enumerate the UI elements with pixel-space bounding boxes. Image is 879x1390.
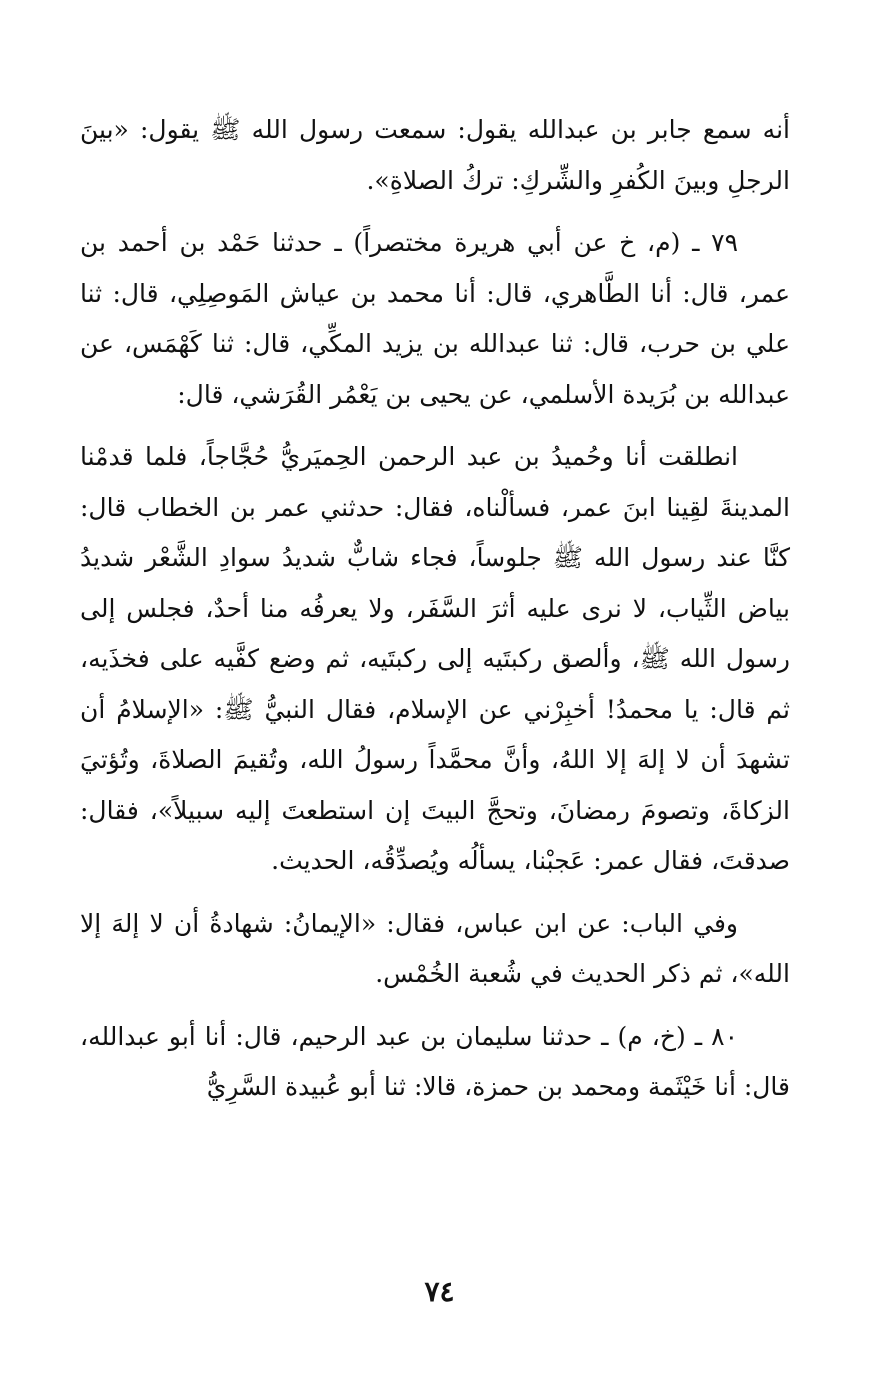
paragraph-bab: وفي الباب: عن ابن عباس، فقال: «الإيمانُ: شهادةُ أن لا إلهَ إلا الله»، ثم ذكر الحديث في شُعبة الخُمْس. (80, 908, 790, 988)
paragraph-continuation: أنه سمع جابر بن عبدالله يقول: سمعت رسول الله ﷺ يقول: «بينَ الرجلِ وبينَ الكُفرِ والشِّركِ: تركُ الصلاةِ». (80, 115, 790, 195)
body-text (80, 105, 790, 1113)
page-number: ٧٤ (424, 1275, 455, 1308)
paragraph-hadith-79: ٧٩ ـ (م، خ عن أبي هريرة مختصراً) ـ حدثنا حَمْد بن أحمد بن عمر، قال: أنا الطَّاهري، قال: أنا محمد بن عياش المَوصِلِي، قال: ثنا علي بن حرب، قال: ثنا عبدالله بن يزيد المكِّي، قال: ثنا كَهْمَس، عن عبدالله بن بُرَيدة الأسلمي، عن يحيى بن يَعْمُر القُرَشي، قال: (80, 228, 790, 409)
paragraph-hadith-80: ٨٠ ـ (خ، م) ـ حدثنا سليمان بن عبد الرحيم، قال: أنا أبو عبدالله، قال: أنا خَيْثَمة ومحمد بن حمزة، قالا: ثنا أبو عُبيدة السَّرِيُّ (80, 1021, 790, 1101)
paragraph-hadith-79-text: انطلقت أنا وحُميدُ بن عبد الرحمن الحِميَريُّ حُجَّاجاً، فلما قدمْنا المدينةَ لقِينا ابنَ عمر، فسألْناه، فقال: حدثني عمر بن الخطاب قال: كنَّا عند رسول الله ﷺ جلوساً، فجاء شابٌّ شديدُ سوادِ الشَّعْر شديدُ بياض الثِّياب، لا نرى عليه أثرَ السَّفَر، ولا يعرفُه منا أحدٌ، فجلس إلى رسول الله ﷺ، وألصق ركبتَيه إلى ركبتَيه، ثم وضع كفَّيه على فخذَيه، ثم قال: يا محمدُ! أخبِرْني عن الإسلام، فقال النبيُّ ﷺ: «الإسلامُ أن تشهدَ أن لا إلهَ إلا اللهُ، وأنَّ محمَّداً رسولُ الله، وتُقيمَ الصلاةَ، وتُؤتيَ الزكاةَ، وتصومَ رمضانَ، وتحجَّ البيتَ إن استطعتَ إليه سبيلاً»، فقال: صدقتَ، فقال عمر: عَجبْنا، يسألُه ويُصدِّقُه، الحديث. (80, 442, 790, 875)
